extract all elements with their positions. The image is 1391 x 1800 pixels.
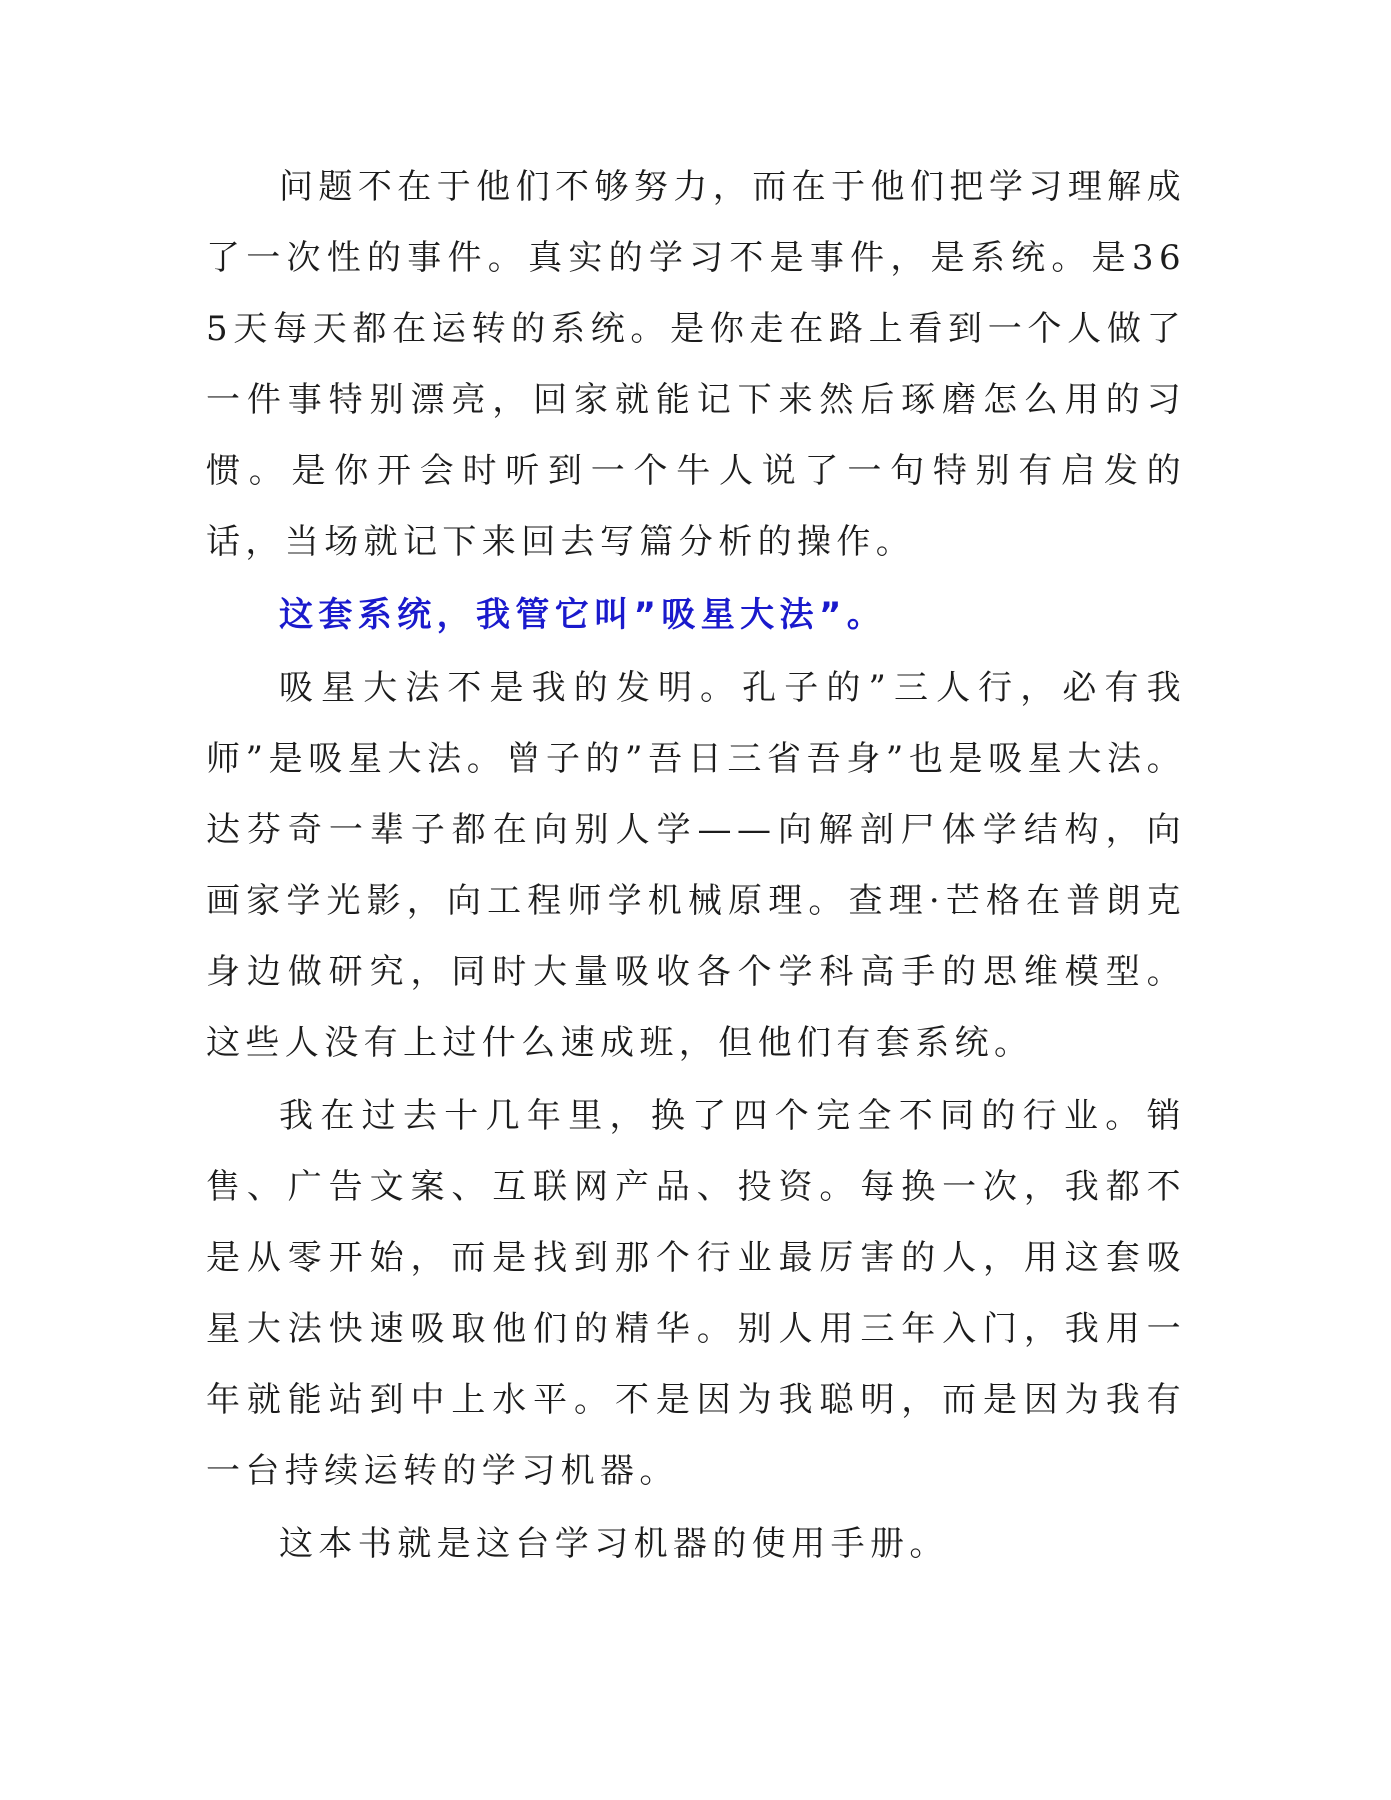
section-heading: 这套系统，我管它叫”吸星大法”。 xyxy=(279,595,887,635)
paragraph-xixing-dafa-origins: 吸星大法不是我的发明。孔子的”三人行，必有我师”是吸星大法。曾子的”吾日三省吾身”也是吸星大法。达芬奇一辈子都在向别人学——向解剖尸体学结构，向画家学光影，向工程师学机械原理。查理·芒格在普朗克身边做研究，同时大量吸收各个学科高手的思维模型。这些人没有上过什么速成班，但他们有套系统。 xyxy=(206,668,1186,1063)
paragraph-career-changes: 我在过去十几年里，换了四个完全不同的行业。销售、广告文案、互联网产品、投资。每换一次，我都不是从零开始，而是找到那个行业最厉害的人，用这套吸星大法快速吸取他们的精华。别人用三年入门，我用一年就能站到中上水平。不是因为我聪明，而是因为我有一台持续运转的学习机器。 xyxy=(206,1096,1186,1491)
paragraph-book-purpose: 这本书就是这台学习机器的使用手册。 xyxy=(279,1524,949,1564)
document-body xyxy=(206,152,1186,1580)
paragraph-learning-as-system: 问题不在于他们不够努力，而在于他们把学习理解成了一次性的事件。真实的学习不是事件，是系统。是365天每天都在运转的系统。是你走在路上看到一个人做了一件事特别漂亮，回家就能记下来然后琢磨怎么用的习惯。是你开会时听到一个牛人说了一句特别有启发的话，当场就记下来回去写篇分析的操作。 xyxy=(206,167,1186,562)
